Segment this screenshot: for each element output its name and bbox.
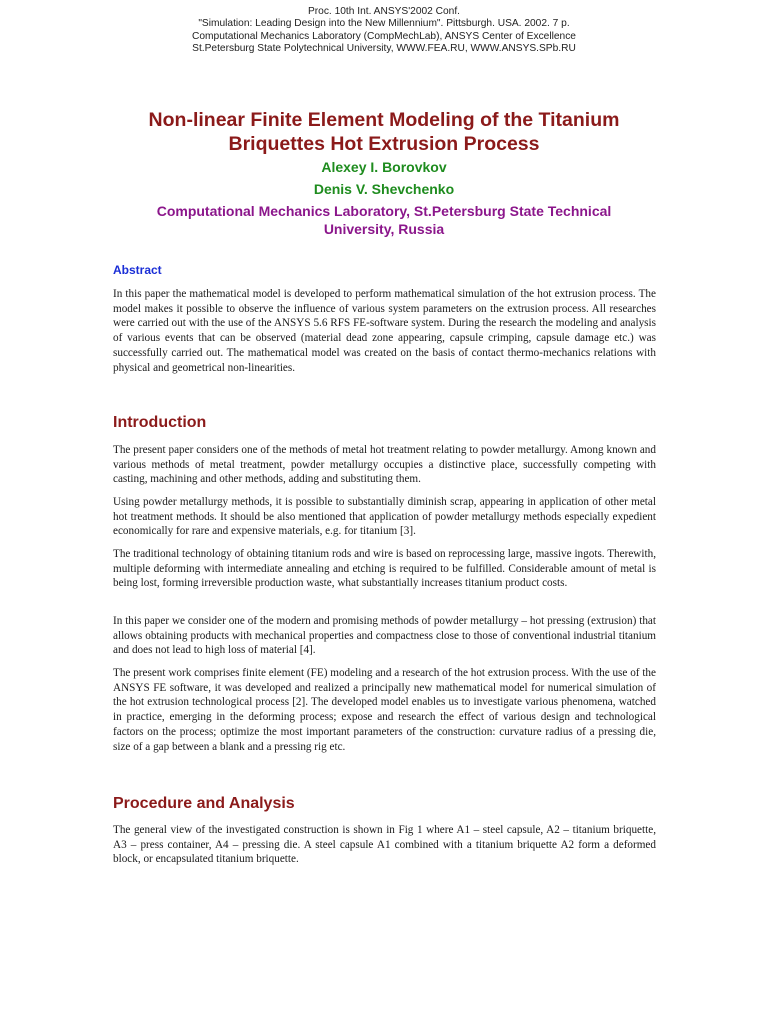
header-line-2: "Simulation: Leading Design into the New Millennium". Pittsburgh. USA. 2002. 7 p. bbox=[198, 18, 570, 30]
affiliation-line-1: Computational Mechanics Laboratory, St.Petersburg State Technical bbox=[156, 203, 612, 219]
header-line-1: Proc. 10th Int. ANSYS'2002 Conf. bbox=[307, 6, 461, 17]
author-1: Alexey I. Borovkov bbox=[321, 159, 447, 175]
intro-paragraph-5: The present work comprises finite element (FE) modeling and a research of the hot extrusion process. With the use of the ANSYS FE software, it was developed and realized a principally new mathematical model for numerical simulation of the hot extrusion technological process [2]. The developed model enables us to investigate various phenomena, watched in practice, emerging in the deforming process; expose and research the effect of various design and technological factors on the process; optimize the most important parameters of the construction: curvature radius of a pressing die, size of a gap between a blank and a pressing rig etc. bbox=[113, 667, 656, 753]
abstract-text: In this paper the mathematical model is developed to perform mathematical simulation of the hot extrusion process. The model makes it possible to observe the influence of various system parameters on the extrusion process. All researches were carried out with the use of the ANSYS 5.6 RFS FE-software system. During the research the modeling and analysis of various events that can be observed (material dead zone appearing, capsule crimping, capsule damage etc.) was successfully carried out. The mathematical model was created on the basis of contact thermo-mechanics relations with physical and geometrical non-linearities. bbox=[113, 288, 656, 374]
affiliation-line-2: University, Russia bbox=[323, 221, 445, 237]
title-line-1: Non-linear Finite Element Modeling of the Titanium bbox=[148, 109, 620, 131]
header-line-4: St.Petersburg State Polytechnical University, WWW.FEA.RU, WWW.ANSYS.SPb.RU bbox=[192, 42, 576, 54]
procedure-paragraph-1: The general view of the investigated construction is shown in Fig 1 where A1 – steel capsule, A2 – titanium briquette, A3 – press container, A4 – pressing die. A steel capsule A1 combined with a titanium briquette A2 form a deformed block, or encapsulated titanium briquette. bbox=[113, 824, 656, 866]
abstract-heading: Abstract bbox=[113, 263, 162, 277]
paper-title bbox=[0, 108, 768, 156]
affiliation bbox=[0, 202, 768, 238]
header-line-3: Computational Mechanics Laboratory (CompMechLab), ANSYS Center of Excellence bbox=[192, 30, 576, 42]
author-2: Denis V. Shevchenko bbox=[313, 181, 455, 197]
conference-header bbox=[0, 6, 768, 55]
intro-paragraph-3: The traditional technology of obtaining titanium rods and wire is based on reprocessing large, massive ingots. Therewith, multiple deforming with intermediate annealing and etching is required to be fulfilled. Considerable amount of metal is being lost, forming irreversible production waste, what substantially increases titanium product costs. bbox=[113, 548, 656, 590]
procedure-heading: Procedure and Analysis bbox=[113, 795, 295, 812]
title-line-2: Briquettes Hot Extrusion Process bbox=[228, 133, 540, 155]
introduction-heading: Introduction bbox=[113, 414, 207, 431]
intro-paragraph-4: In this paper we consider one of the modern and promising methods of powder metallurgy – hot pressing (extrusion) that allows obtaining products with mechanical properties and compactness close to those of conventional industrial titanium and does not lead to high loss of material [4]. bbox=[113, 615, 656, 657]
intro-paragraph-2: Using powder metallurgy methods, it is possible to substantially diminish scrap, appearing in application of other metal hot treatment methods. It should be also mentioned that application of powder metallurgy methods especially expedient economically for rare and expensive materials, e.g. for titanium [3]. bbox=[113, 496, 656, 538]
intro-paragraph-1: The present paper considers one of the methods of metal hot treatment relating to powder metallurgy. Among known and various methods of metal treatment, powder metallurgy occupies a distinctive place, successfully competing with casting, machining and other methods, adding and substituting them. bbox=[113, 444, 656, 486]
